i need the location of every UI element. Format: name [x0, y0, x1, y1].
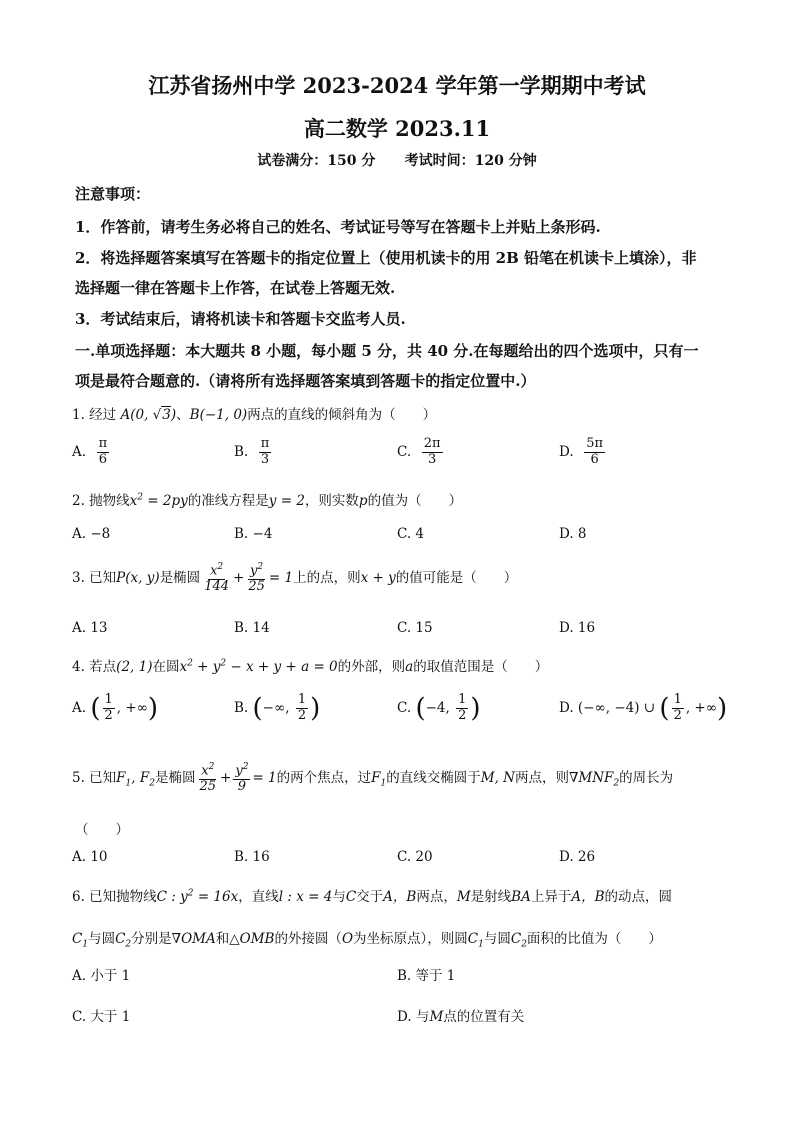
q6-prefix: 6. 已知抛物线 — [72, 889, 157, 905]
q6-option-d-pre: D. 与 — [397, 1009, 430, 1025]
q6-m: M — [456, 889, 471, 905]
q6-c2b: $C_2$ — [510, 931, 527, 950]
q6-text-mid5: 是射线 — [470, 889, 512, 905]
q6-option-d: D. 与M点的位置有关 — [397, 1009, 525, 1025]
q6-parabola: C : $y^2 = 16x$ — [156, 888, 239, 905]
section-heading-line1: 一.单项选择题：本大题共 8 小题，每小题 5 分，共 40 分.在每题给出的四个选项中，只有一 — [75, 342, 699, 360]
q4-prefix: 4. 若点 — [72, 659, 117, 675]
q6-option-c: C. 大于 1 — [72, 1009, 131, 1025]
q5-option-a: A. 10 — [72, 849, 108, 865]
notice-item-1: 1．作答前，请考生务必将自己的姓名、考试证号等写在答题卡上并贴上条形码. — [75, 218, 601, 236]
q1-separator: 、 — [176, 407, 190, 423]
notice-item-2-cont: 选择题一律在答题卡上作答，在试卷上答题无效. — [75, 279, 396, 297]
q5-text-mid4: 两点，则 — [514, 770, 569, 787]
q4-option-c: C. (−4, $\frac{1}{2}$ ) — [397, 692, 481, 724]
q3-point: P(x, y) — [116, 570, 160, 587]
q2-text-mid: 的准线方程是 — [187, 493, 269, 509]
q2-option-d: D. 8 — [559, 526, 587, 542]
q3-ellipse: $\frac{x^2}{144}$ + $\frac{y^2}{25}$ = 1 — [204, 562, 294, 595]
q3-suffix: 的值可能是（ ） — [395, 570, 518, 587]
q5-focus: $F_1$ — [371, 770, 387, 789]
q5-option-b: B. 16 — [234, 849, 270, 865]
q6-c1: $C_1$ — [72, 931, 89, 950]
q2-equation: $x^2 = 2py$ — [129, 492, 188, 509]
q5-text-mid3: 的直线交椭圆于 — [386, 770, 481, 787]
q3-option-c: C. 15 — [397, 620, 433, 636]
q5-answer-blank: （ ） — [75, 822, 129, 838]
q2-suffix: 的值为（ ） — [367, 493, 463, 509]
notice-heading: 注意事项： — [75, 185, 151, 203]
q6-l2-g: 面积的比值为（ ） — [526, 931, 662, 947]
q6-c2: $C_2$ — [115, 931, 132, 950]
q1-option-c: C. $\frac{2\pi}{3}$ — [397, 436, 441, 467]
q2-prefix: 2. 抛物线 — [72, 493, 130, 509]
exam-title: 江苏省扬州中学 2023-2024 学年第一学期期中考试 — [148, 73, 646, 98]
q4-option-a: A. ( $\frac{1}{2}$ , +∞) — [72, 692, 159, 724]
question-4 — [72, 655, 548, 675]
q1-prefix: 1. 经过 — [72, 407, 117, 423]
q6-text-mid6: 上异于 — [530, 889, 572, 905]
q3-prefix: 3. 已知 — [72, 570, 117, 587]
q4-circle: $x^2 + y^2 - x + y + a = 0$ — [179, 658, 338, 675]
q3-option-d: D. 16 — [559, 620, 596, 636]
q6-text-mid7: 的动点，圆 — [604, 889, 672, 905]
q5-ellipse: $\frac{x^2}{25}$ + $\frac{y^2}{9}$ = 1 — [199, 762, 277, 795]
q5-prefix: 5. 已知 — [72, 770, 117, 787]
q5-option-c: C. 20 — [397, 849, 433, 865]
q5-triangle: $\nabla MNF_2$ — [568, 770, 620, 789]
q6-ab2: A，B — [571, 889, 605, 905]
q4-suffix: 的取值范围是（ ） — [413, 659, 549, 675]
exam-subtitle: 高二数学 2023.11 — [303, 116, 491, 141]
question-6-line2 — [72, 927, 662, 950]
q1-option-b: B. $\frac{\pi}{3}$ — [234, 436, 270, 467]
q3-option-b: B. 14 — [234, 620, 270, 636]
q1-point-b: B(−1, 0) — [189, 407, 248, 423]
question-3 — [72, 562, 517, 595]
notice-item-2: 2．将选择题答案填写在答题卡的指定位置上（使用机读卡的用 2B 铅笔在机读卡上填涂），非 — [75, 249, 697, 267]
q6-tri2: △OMB — [229, 931, 275, 947]
q6-ba: BA — [511, 889, 531, 905]
q6-text-mid3: 交于 — [356, 889, 384, 905]
question-1 — [72, 403, 436, 423]
q6-c1b: $C_1$ — [467, 931, 484, 950]
q4-text-mid: 在圆 — [152, 659, 180, 675]
q6-l2-c: 和 — [215, 931, 230, 947]
q5-text-mid2: 的两个焦点，过 — [276, 770, 372, 787]
q6-tri1: ∇OMA — [171, 931, 216, 947]
q2-text-mid2: ，则实数 — [304, 493, 359, 509]
q6-ab: A，B — [383, 889, 417, 905]
q6-l2-d: 的外接圆（ — [274, 931, 342, 947]
q1-suffix: 两点的直线的倾斜角为（ ） — [247, 407, 437, 423]
q3-text-mid: 是椭圆 — [159, 570, 201, 587]
q6-text-mid: ，直线 — [238, 889, 279, 905]
q6-o: O — [341, 931, 354, 947]
q1-option-d: D. $\frac{5\pi}{6}$ — [559, 436, 604, 467]
q5-suffix: 的周长为 — [619, 770, 674, 787]
notice-item-3: 3．考试结束后，请将机读卡和答题卡交监考人员. — [75, 310, 406, 328]
q6-option-a: A. 小于 1 — [72, 968, 131, 984]
q3-option-a: A. 13 — [72, 620, 108, 636]
q3-expr: x + y — [360, 570, 396, 587]
q6-c: C — [345, 889, 357, 905]
q6-option-d-post: 点的位置有关 — [443, 1009, 525, 1025]
q5-option-d: D. 26 — [559, 849, 596, 865]
q6-l2-f: 与圆 — [483, 931, 511, 947]
q6-option-b: B. 等于 1 — [397, 968, 456, 984]
exam-meta: 试卷满分：150 分 考试时间：120 分钟 — [257, 153, 537, 169]
q6-l2-e: 为坐标原点），则圆 — [353, 931, 468, 947]
q2-variable: p — [358, 493, 368, 509]
q4-option-b: B. (−∞, $\frac{1}{2}$ ) — [234, 692, 321, 724]
q6-line: l : x = 4 — [278, 889, 333, 905]
q2-option-a: A. −8 — [72, 526, 111, 542]
q5-foci: $F_1$, $F_2$ — [116, 770, 155, 789]
q2-option-c: C. 4 — [397, 526, 425, 542]
q4-point: (2, 1) — [116, 659, 153, 675]
q5-points: M, N — [480, 770, 515, 787]
q1-point-a: A(0, √3) — [120, 407, 177, 423]
q6-l2-b: 分别是 — [131, 931, 172, 947]
question-2 — [72, 489, 462, 509]
q4-option-d: D. (−∞, −4) ∪ ( $\frac{1}{2}$ , +∞) — [559, 692, 728, 724]
q2-directrix: y = 2 — [268, 493, 305, 509]
q1-option-a: A. $\frac{\pi}{6}$ — [72, 436, 108, 467]
q6-l2-a: 与圆 — [88, 931, 116, 947]
q3-text-mid2: 上的点，则 — [293, 570, 361, 587]
q4-text-mid2: 的外部，则 — [337, 659, 406, 675]
question-6 — [72, 885, 672, 905]
section-heading-line2: 项是最符合题意的.（请将所有选择题答案填到答题卡的指定位置中.） — [75, 372, 536, 390]
q5-text-mid: 是椭圆 — [154, 770, 196, 787]
q4-variable: a — [405, 659, 414, 675]
q2-option-b: B. −4 — [234, 526, 273, 542]
q6-text-mid2: 与 — [332, 889, 346, 905]
question-5 — [72, 762, 673, 795]
q6-text-mid4: 两点， — [416, 889, 457, 905]
